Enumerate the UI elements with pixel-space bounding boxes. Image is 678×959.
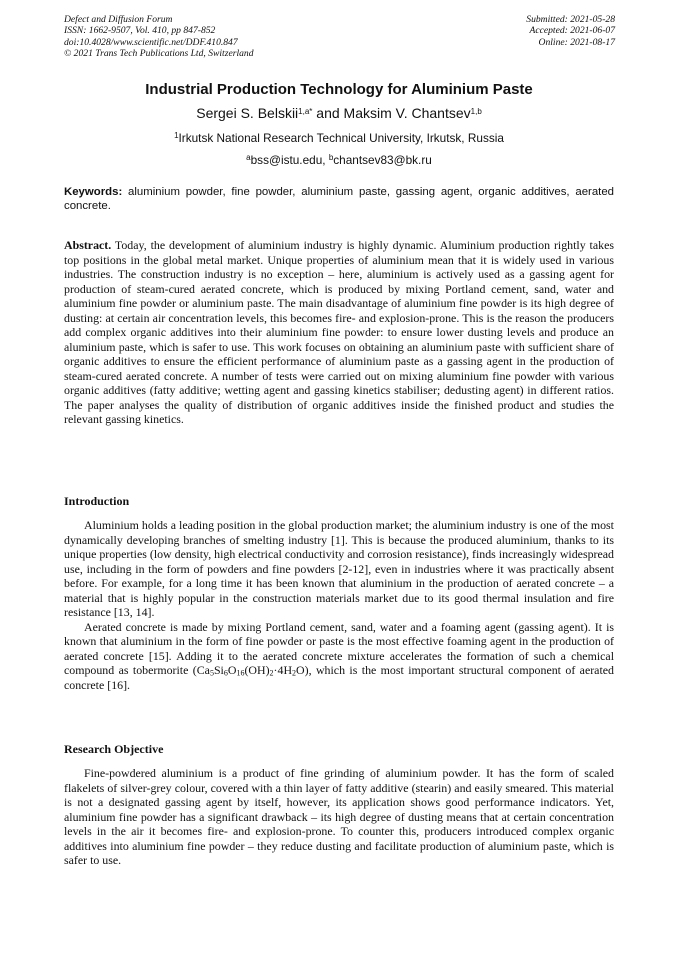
email-a-sup: a xyxy=(246,153,251,162)
formula-sub-5: 5 xyxy=(209,668,214,678)
abstract-text: Today, the development of aluminium industry is highly dynamic. Aluminium production rightly takes top positions in the global metal market. Unique properties of aluminium mean that it is widely used in various industries. The construction industry is no exception – here, aluminium is actively used as a gassing agent for production of steam-cured aerated concrete, which is produced by mixing Portland cement, sand, water and aluminium fine powder or aluminium paste. The main disadvantage of aluminium fine powder is its high degree of dusting: at certain air concentration levels, this becomes fire- and explosion-prone. This is the reason the producers add complex organic additives into their aluminium fine powder: to ensure lower dusting levels and produce an aluminium paste, which is safer to use. This work focuses on obtaining an aluminium paste with sufficient share of organic additives to ensure the efficient performance of aluminium paste as a gassing agent in the production of steam-cured aerated concrete. A number of tests were carried out on mixing aluminium fine powder with various organic additives (fatty additive; wetting agent and gassing kinetics stabiliser; dedusting agent) in different ratios. The paper analyses the quality of distribution of organic additives inside the finished product and studies the relevant gassing kinetics. xyxy=(64,238,614,426)
keywords-text: aluminium powder, fine powder, aluminium paste, gassing agent, organic additives, aerated concrete. xyxy=(64,186,614,212)
introduction-paragraph-2 xyxy=(64,620,614,693)
author-2-sup: 1,b xyxy=(470,107,482,116)
research-objective-body xyxy=(64,766,614,868)
objective-paragraph-1: Fine-powdered aluminium is a product of fine grinding of aluminium powder. It has the form of scaled flakelets of silver-grey colour, covered with a thin layer of fatty additive (stearin) and easily smeared. This material is not a designated gassing agent by itself, however, its application shows good performance indicators. Yet, aluminium fine powder has a significant drawback – its high degree of dusting means that at certain concentration levels in the air it becomes fire- and explosion-prone. To counter this, producers introduced complex organic additives into aluminium fine powder – they reduce dusting and facilitate production of aluminium paste, which is safer to use. xyxy=(64,766,614,867)
introduction-paragraph-1: Aluminium holds a leading position in the global production market; the aluminium industry is one of the most dynamically developing branches of smelting industry [1]. This is because the produced aluminium, thanks to its unique properties (low density, high electrical conductivity and corrosion resistance), finds increasingly widespread use, including in the form of powders and fine powders [2-12], even in industries where it was practically absent before. For example, for a long time it has been known that aluminium in the production of aerated concrete – a material that is highly popular in the construction materials market due to its good thermal insulation and fire resistance [13, 14]. xyxy=(64,518,614,619)
formula-hydrate: ·4H xyxy=(273,663,293,677)
submitted-date: Submitted: 2021-05-28 xyxy=(526,14,615,25)
formula-sub-2: 2 xyxy=(269,668,274,678)
introduction-heading: Introduction xyxy=(64,494,130,508)
keywords-label: Keywords: xyxy=(64,186,123,198)
email-b-sup: b xyxy=(328,153,334,162)
author-2: Maksim V. Chantsev xyxy=(343,105,471,121)
abstract xyxy=(64,238,614,427)
formula-sub-16: 16 xyxy=(236,668,245,678)
introduction-body xyxy=(64,518,614,692)
affiliation-text: Irkutsk National Research Technical University, Irkutsk, Russia xyxy=(178,131,504,145)
intro-p2-text-a: Aerated concrete is made by mixing Portland cement, sand, water and a foaming agent (gassing agent). It is known that aluminium in the form of fine powder or paste is the most effective foaming agent in the production of aerated concrete [15]. Adding it to the aerated concrete mixture accelerates the formation of such a chemical compound as tobermorite (Ca xyxy=(64,619,614,677)
doi-line: doi:10.4028/www.scientific.net/DDF.410.847 xyxy=(64,36,238,48)
authors xyxy=(0,105,678,121)
accepted-date: Accepted: 2021-06-07 xyxy=(529,25,615,37)
author-conj: and xyxy=(312,105,344,121)
dates-info xyxy=(526,14,615,48)
online-date: Online: 2021-08-17 xyxy=(538,36,615,48)
formula-o: O xyxy=(227,663,237,677)
affiliation-sup: 1 xyxy=(174,131,179,140)
paper-title: Industrial Production Technology for Aluminium Paste xyxy=(145,81,533,98)
email-b: chantsev83@bk.ru xyxy=(333,153,432,167)
issn-line: ISSN: 1662-9507, Vol. 410, pp 847-852 xyxy=(64,25,216,37)
journal-name: Defect and Diffusion Forum xyxy=(64,14,173,25)
formula-end: O), xyxy=(296,663,312,677)
affiliation xyxy=(0,131,678,145)
formula-si: Si xyxy=(213,663,224,677)
author-1-sup: 1,a* xyxy=(298,107,313,116)
copyright-line: © 2021 Trans Tech Publications Ltd, Switzerland xyxy=(64,48,254,60)
author-1: Sergei S. Belskii xyxy=(196,105,299,121)
formula-oh: (OH) xyxy=(244,663,270,677)
keywords xyxy=(64,185,614,213)
formula-sub-2b: 2 xyxy=(292,668,297,678)
journal-info xyxy=(64,14,254,60)
email-a: bss@istu.edu, xyxy=(250,153,329,167)
intro-p2-text-b: which is the most important structural component of aerated concrete [16]. xyxy=(64,663,614,692)
emails xyxy=(0,153,678,167)
research-objective-heading: Research Objective xyxy=(64,742,164,756)
abstract-label: Abstract. xyxy=(64,238,112,252)
formula-sub-6: 6 xyxy=(223,668,228,678)
